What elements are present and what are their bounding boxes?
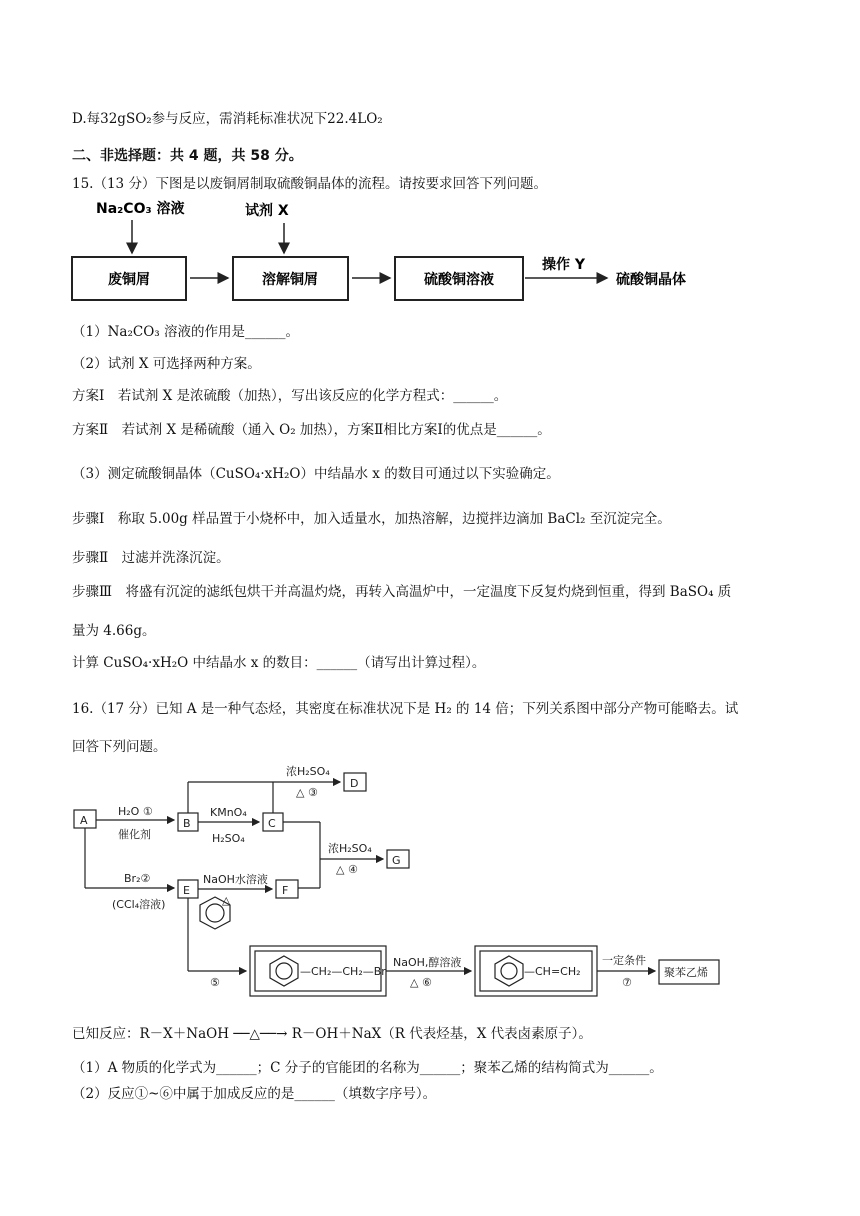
q16-reaction-diagram: [60, 760, 740, 1000]
q16-p2: （2）反应①~⑥中属于加成反应的是______（填数字序号）。: [72, 1086, 437, 1102]
r5: ⑤: [210, 976, 220, 989]
q15-step1: 步骤Ⅰ 称取 5.00g 样品置于小烧杯中，加入适量水，加热溶解，边搅拌边滴加 BaCl₂ 至沉淀完全。: [72, 511, 671, 527]
node-c: C: [268, 817, 276, 830]
q15-p1: （1）Na₂CO₃ 溶液的作用是______。: [72, 324, 299, 340]
rbc-top: KMnO₄: [210, 806, 247, 819]
mol1-chain: —CH₂—CH₂—Br: [300, 965, 386, 978]
r4-bot: △ ④: [336, 863, 358, 876]
node-b: B: [183, 817, 191, 830]
mol2-chain: —CH=CH₂: [524, 965, 581, 978]
q15-p3: （3）测定硫酸铜晶体（CuSO₄·xH₂O）中结晶水 x 的数目可通过以下实验确定。: [72, 466, 560, 482]
node-e: E: [183, 884, 190, 897]
node-a: A: [80, 814, 88, 827]
q15-plan1: 方案Ⅰ 若试剂 X 是浓硫酸（加热），写出该反应的化学方程式：______。: [72, 388, 508, 404]
q15-calc: 计算 CuSO₄·xH₂O 中结晶水 x 的数目：______（请写出计算过程）。: [72, 655, 486, 671]
flow-box2-label: 溶解铜屑: [262, 272, 318, 288]
ref-top: NaOH水溶液: [203, 873, 268, 886]
r1-top: H₂O ①: [118, 805, 153, 818]
flow-reagent2: 试剂 X: [245, 203, 289, 219]
q15-intro: 15.（13 分）下图是以废铜屑制取硫酸铜晶体的流程。请按要求回答下列问题。: [72, 176, 547, 192]
ref-bot: △: [222, 894, 231, 907]
q15-step2: 步骤Ⅱ 过滤并洗涤沉淀。: [72, 550, 230, 566]
q16-p1: （1）A 物质的化学式为______；C 分子的官能团的名称为______；聚苯乙烯的结构简式为______。: [72, 1060, 663, 1076]
r1-bot: 催化剂: [118, 828, 151, 841]
q15-step3b: 量为 4.66g。: [72, 623, 156, 639]
r6-top: NaOH,醇溶液: [393, 956, 462, 969]
rbc-bot: H₂SO₄: [212, 832, 245, 845]
flow-box3-label: 硫酸铜溶液: [424, 272, 494, 288]
q16-known: 已知反应：R－X＋NaOH ──△──→ R－OH＋NaX（R 代表烃基，X 代表卤素原子）。: [72, 1026, 592, 1042]
node-f: F: [282, 884, 289, 897]
r2-bot: (CCl₄溶液): [112, 898, 166, 911]
node-g: G: [392, 854, 401, 867]
option-d: D.每32gSO₂参与反应，需消耗标准状况下22.4LO₂: [72, 111, 383, 127]
flow-product: 硫酸铜晶体: [616, 272, 686, 288]
q15-flow-diagram: [60, 195, 720, 310]
section-title: 二、非选择题：共 4 题，共 58 分。: [72, 148, 303, 164]
q15-p2: （2）试剂 X 可选择两种方案。: [72, 356, 261, 372]
r6-bot: △ ⑥: [410, 976, 432, 989]
r2-top: Br₂②: [124, 872, 151, 885]
q16-intro-a: 16.（17 分）已知 A 是一种气态烃，其密度在标准状况下是 H₂ 的 14 倍；下列关系图中部分产物可能略去。试: [72, 701, 739, 717]
r4-top: 浓H₂SO₄: [328, 842, 372, 855]
flow-reagent1: Na₂CO₃ 溶液: [96, 201, 185, 217]
r3-bot: △ ③: [296, 786, 318, 799]
q16-intro-b: 回答下列问题。: [72, 739, 167, 755]
q15-step3a: 步骤Ⅲ 将盛有沉淀的滤纸包烘干并高温灼烧，再转入高温炉中，一定温度下反复灼烧到恒重，得到 BaSO₄ 质: [72, 584, 732, 600]
flow-op: 操作 Y: [542, 257, 586, 273]
product-label: 聚苯乙烯: [664, 966, 708, 979]
flow-box1-label: 废铜屑: [108, 272, 150, 288]
r7-bot: ⑦: [622, 976, 632, 989]
r3-top: 浓H₂SO₄: [286, 765, 330, 778]
r7-top: 一定条件: [602, 954, 646, 967]
q15-plan2: 方案Ⅱ 若试剂 X 是稀硫酸（通入 O₂ 加热），方案Ⅱ相比方案Ⅰ的优点是______。: [72, 422, 551, 438]
node-d: D: [350, 777, 359, 790]
